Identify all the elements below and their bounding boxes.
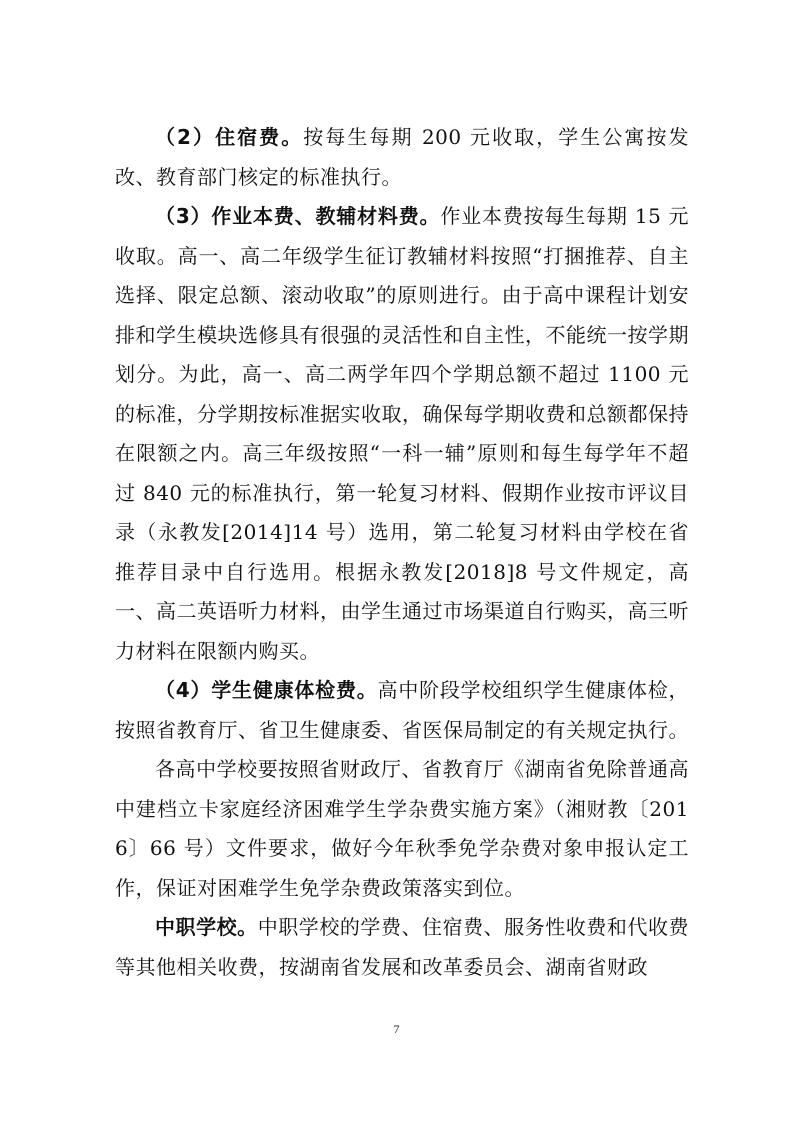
paragraph-health-exam-fee [115,671,689,750]
paragraph-accommodation-fee [115,118,689,197]
paragraph-tuition-exemption [115,750,689,908]
paragraph-text: 作业本费按每生每期 15 元收取。高一、高二年级学生征订教辅材料按照“打捆推荐、自主选择、限定总额、滚动收取”的原则进行。由于高中课程计划安排和学生模块选修具有很强的灵活性和自主性，不能统一按学期划分。为此，高一、高二两学年四个学期总额不超过 1100 元的标准，分学期按标准据实收取，确保每学期收费和总额都保持在限额之内。高三年级按照“一科一辅”原则和每生每学年不超过 840 元的标准执行，第一轮复习材料、假期作业按市评议目录（永教发[2014]14 号）选用，第二轮复习材料由学校在省推荐目录中自行选用。根据永教发[2018]8 号文件规定，高一、高二英语听力材料，由学生通过市场渠道自行购买，高三听力材料在限额内购买。 [115,204,689,663]
page-number: 7 [393,1022,400,1036]
paragraph-heading: （2）住宿费。 [155,125,304,149]
paragraph-text: 各高中学校要按照省财政厅、省教育厅《湖南省免除普通高中建档立卡家庭经济困难学生学杂费实施方案》（湘财教〔2016〕66 号）文件要求，做好今年秋季免学杂费对象申报认定工作，保证对困难学生免学杂费政策落实到位。 [115,757,689,900]
paragraph-workbook-fee [115,197,689,671]
paragraph-vocational-school [115,908,689,987]
document-body [115,118,689,987]
paragraph-text: 中职学校的学费、住宿费、服务性收费和代收费等其他相关收费，按湖南省发展和改革委员会、湖南省财政 [115,915,690,979]
paragraph-heading: （4）学生健康体检费。 [155,678,378,702]
paragraph-heading: 中职学校。 [155,915,258,939]
paragraph-text: 高中阶段学校组织学生健康体检，按照省教育厅、省卫生健康委、省医保局制定的有关规定执行。 [115,678,689,742]
paragraph-heading: （3）作业本费、教辅材料费。 [155,204,441,228]
paragraph-text: 按每生每期 200 元收取，学生公寓按发改、教育部门核定的标准执行。 [115,125,689,189]
